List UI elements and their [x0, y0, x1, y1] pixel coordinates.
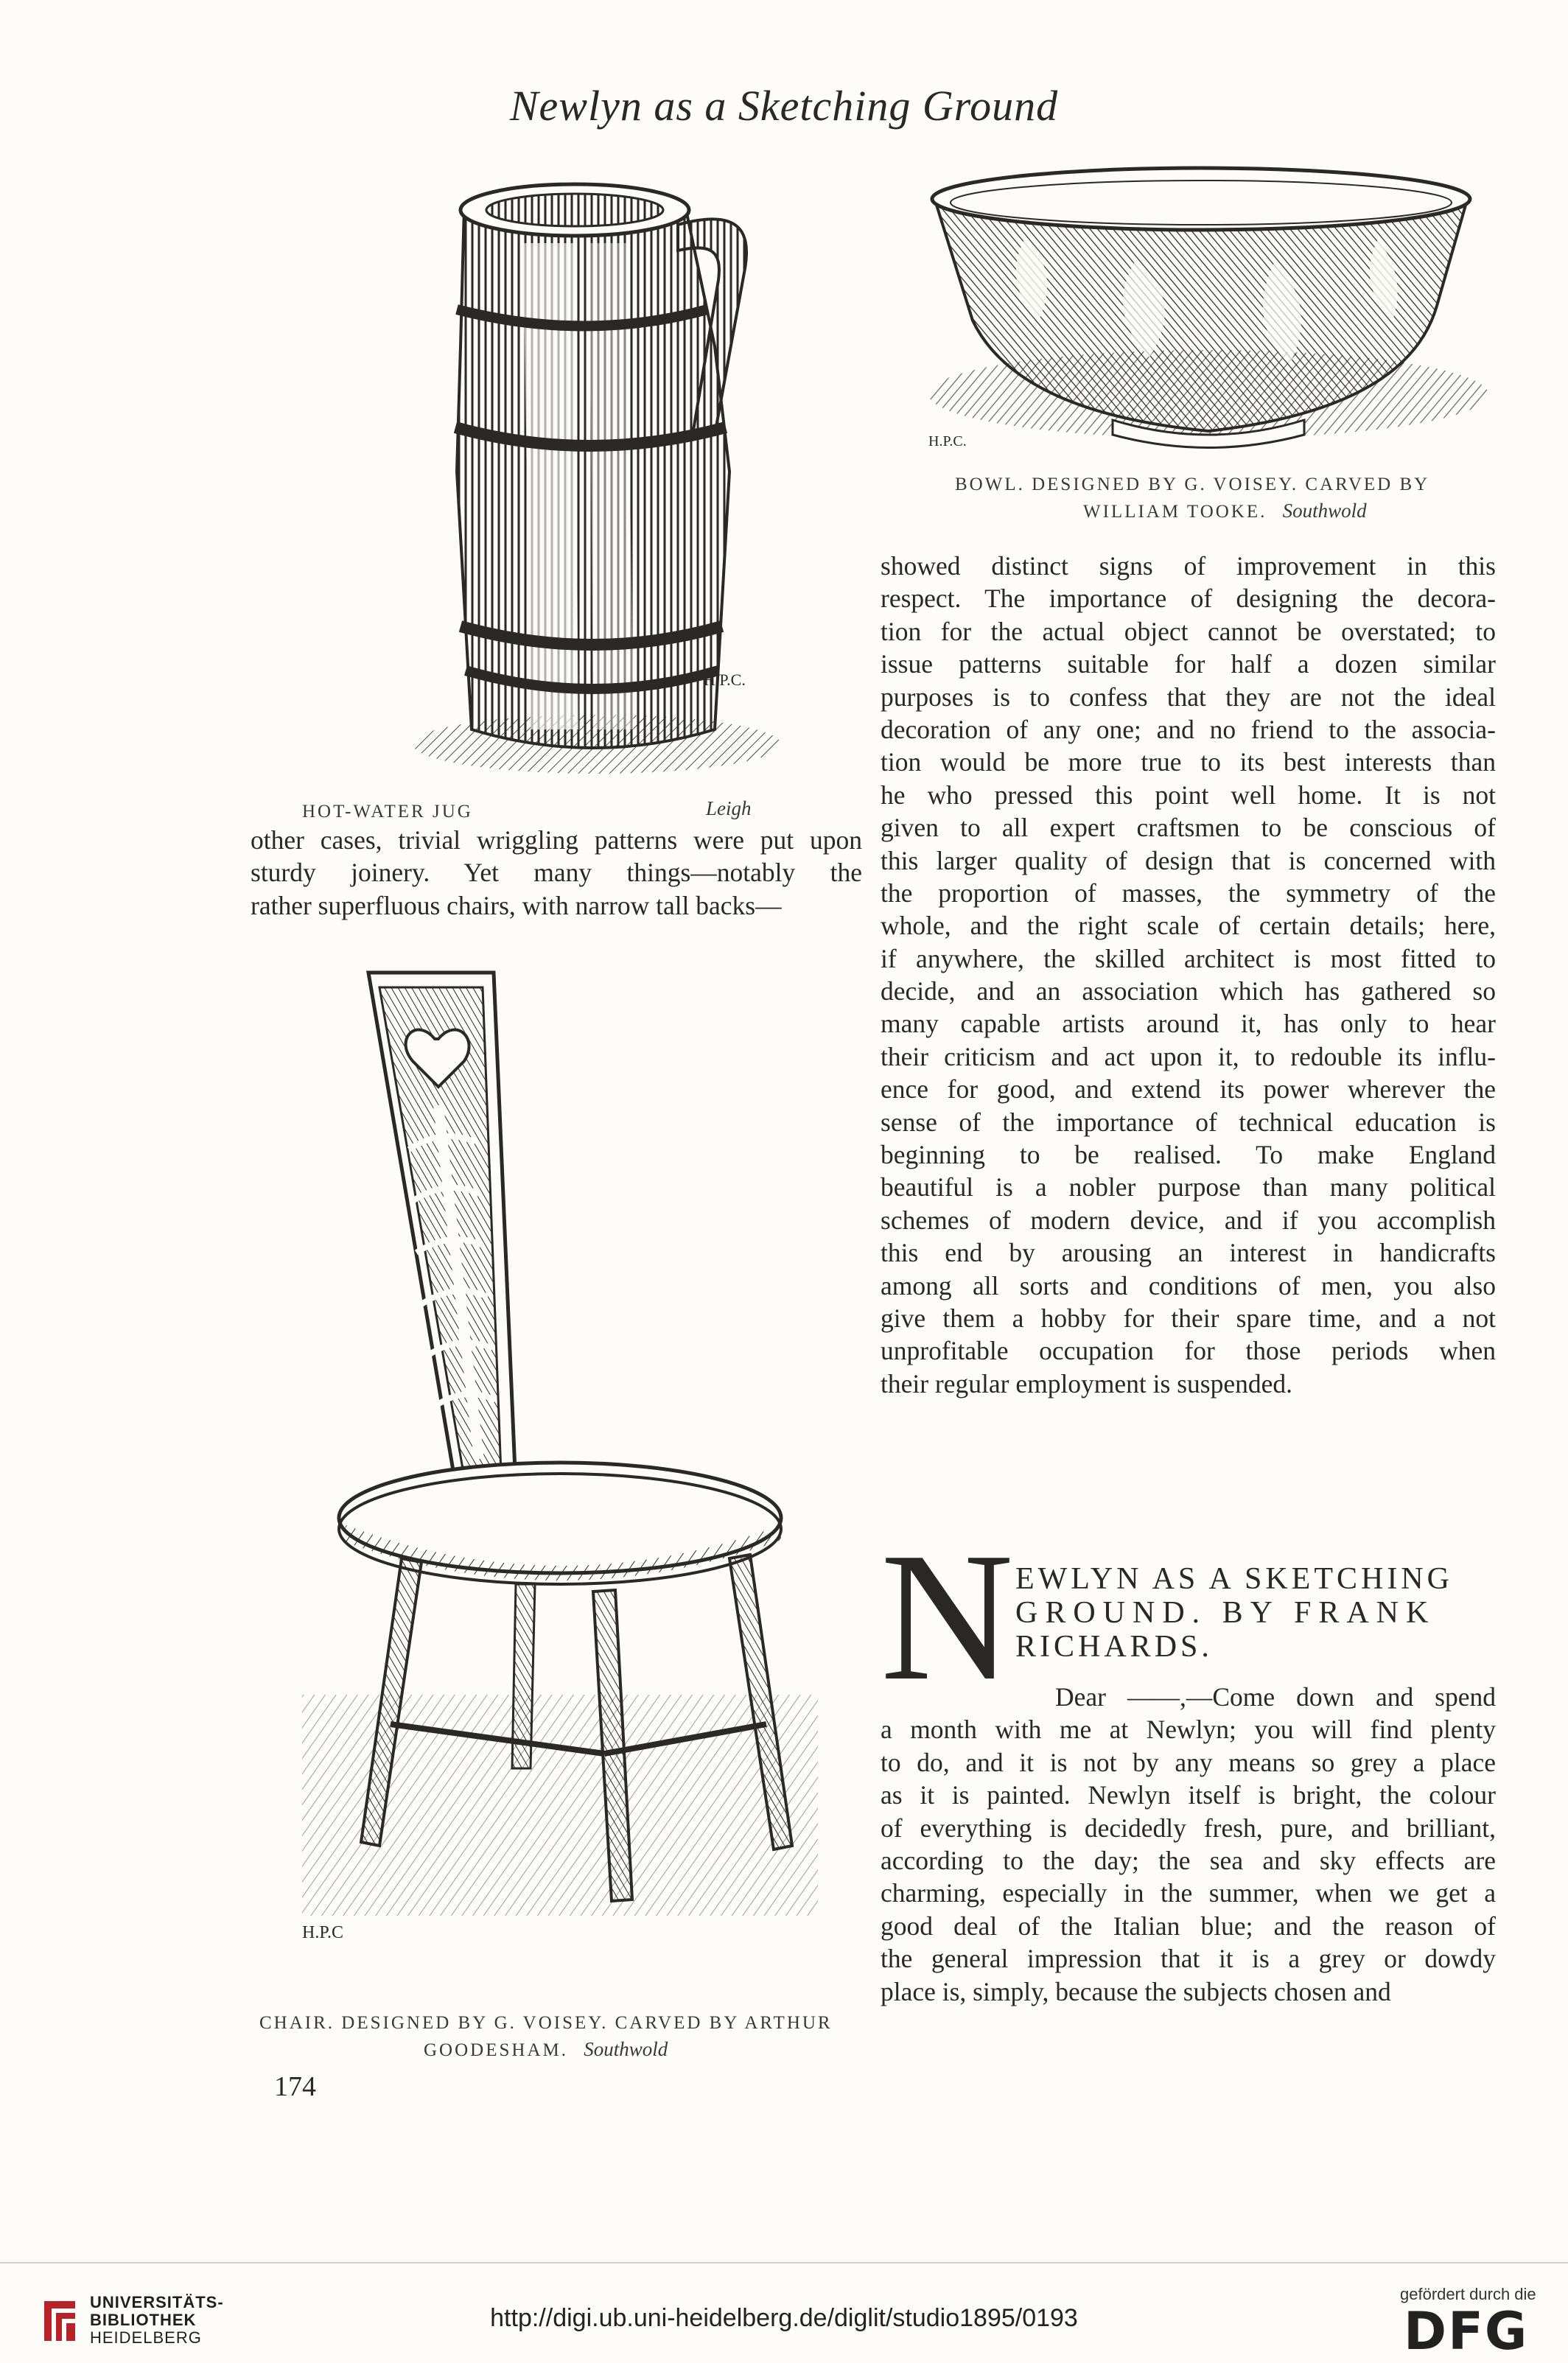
right-line: decoration of any one; and no friend to the associa- — [881, 714, 1496, 744]
right-line: purposes is to confess that they are not the ideal — [881, 682, 1496, 712]
chair-caption-place: Southwold — [584, 2038, 668, 2060]
bowl-caption-line1: BOWL. DESIGNED BY G. VOISEY. CARVED BY — [955, 475, 1430, 494]
right-line: unprofitable occupation for those periods when — [881, 1336, 1496, 1366]
chair-monogram: H.P.C — [302, 1923, 344, 1942]
jug-illustration — [332, 155, 833, 788]
right-line: whole, and the right scale of certain details; here, — [881, 911, 1496, 941]
right-line: many capable artists around it, has only to hear — [881, 1009, 1496, 1039]
right-line: this end by arousing an interest in handicrafts — [881, 1238, 1496, 1268]
page-number: 174 — [274, 2071, 316, 2102]
funder-label: gefördert durch die — [1400, 2285, 1536, 2303]
left-line: rather superfluous chairs, with narrow tall backs— — [251, 890, 782, 920]
chair-caption-prefix: GOODESHAM. — [424, 2040, 568, 2060]
right-line: this larger quality of design that is concerned with — [881, 845, 1496, 875]
right-line: their regular employment is suspended. — [881, 1368, 1292, 1398]
right-line: tion would be more true to its best interests than — [881, 747, 1496, 777]
footer-divider — [0, 2262, 1568, 2264]
article-salutation: Dear ——,—Come down and spend — [1055, 1682, 1496, 1712]
article-title-line: EWLYN AS A SKETCHING — [1015, 1562, 1453, 1596]
article-line: charming, especially in the summer, when we get a — [881, 1878, 1496, 1908]
article-title — [1015, 1562, 1494, 1664]
right-line: respect. The importance of designing the decora- — [881, 584, 1496, 614]
right-line: beginning to be realised. To make England — [881, 1140, 1496, 1170]
right-line: showed distinct signs of improvement in this — [881, 551, 1496, 581]
article-title-line: GROUND. BY FRANK — [1015, 1596, 1436, 1630]
drop-cap: N — [881, 1515, 1014, 1719]
left-line: sturdy joinery. Yet many things—notably the — [251, 858, 862, 888]
right-line: he who pressed this point well home. It is not — [881, 780, 1496, 810]
library-name-line: HEIDELBERG — [90, 2328, 202, 2347]
right-line: schemes of modern device, and if you accomplish — [881, 1205, 1496, 1235]
article-title-line: RICHARDS. — [1015, 1630, 1213, 1664]
running-head: Newlyn as a Sketching Ground — [509, 82, 1059, 130]
right-line: among all sorts and conditions of men, you also — [881, 1270, 1496, 1300]
right-line: beautiful is a nobler purpose than many political — [881, 1172, 1496, 1202]
library-name-line: UNIVERSITÄTS- — [90, 2293, 224, 2311]
right-line: if anywhere, the skilled architect is most fitted to — [881, 943, 1496, 973]
article-line: place is, simply, because the subjects chosen and — [881, 1976, 1391, 2006]
right-line: give them a hobby for their spare time, and a not — [881, 1303, 1496, 1333]
right-line: issue patterns suitable for half a dozen similar — [881, 649, 1496, 679]
article-line: good deal of the Italian blue; and the reason of — [881, 1911, 1496, 1941]
dfg-logo: DFG — [1404, 2301, 1529, 2362]
right-line: the proportion of masses, the symmetry of the — [881, 878, 1496, 908]
left-line: other cases, trivial wriggling patterns were put upon — [251, 825, 862, 855]
article-line: the general impression that it is a grey or dowdy — [881, 1944, 1496, 1974]
chair-illustration — [258, 958, 855, 1975]
bowl-caption-place: Southwold — [1282, 500, 1367, 522]
jug-caption-place: Leigh — [706, 797, 752, 819]
right-column-text — [881, 550, 1496, 1400]
left-column-text — [251, 824, 862, 922]
right-line: ence for good, and extend its power wherever the — [881, 1074, 1496, 1105]
source-url-link[interactable]: http://digi.ub.uni-heidelberg.de/diglit/studio1895/0193 — [490, 2304, 1078, 2332]
article-body — [881, 1681, 1496, 2008]
bowl-monogram: H.P.C. — [928, 433, 967, 449]
right-line: tion for the actual object cannot be overstated; to — [881, 616, 1496, 646]
article-line: a month with me at Newlyn; you will find plenty — [881, 1715, 1496, 1745]
right-line: given to all expert craftsmen to be conscious of — [881, 813, 1496, 843]
right-line: decide, and an association which has gathered so — [881, 976, 1496, 1007]
jug-caption-label: HOT-WATER JUG — [302, 802, 473, 822]
library-name-line: BIBLIOTHEK — [90, 2311, 197, 2329]
article-line: as it is painted. Newlyn itself is bright, the colour — [881, 1780, 1496, 1810]
article-line: to do, and it is not by any means so grey a place — [881, 1747, 1496, 1777]
footer — [0, 2273, 1568, 2363]
bowl-caption-prefix: WILLIAM TOOKE. — [1083, 502, 1267, 522]
right-line: sense of the importance of technical education is — [881, 1107, 1496, 1137]
jug-monogram: H.P.C. — [704, 671, 746, 689]
right-line: their criticism and act upon it, to redouble its influ- — [881, 1041, 1496, 1071]
article-line: according to the day; the sea and sky effects are — [881, 1845, 1496, 1875]
bowl-illustration — [892, 158, 1503, 461]
article-line: of everything is decidedly fresh, pure, and brilliant, — [881, 1813, 1496, 1843]
chair-caption-line1: CHAIR. DESIGNED BY G. VOISEY. CARVED BY ARTHUR — [259, 2013, 833, 2033]
